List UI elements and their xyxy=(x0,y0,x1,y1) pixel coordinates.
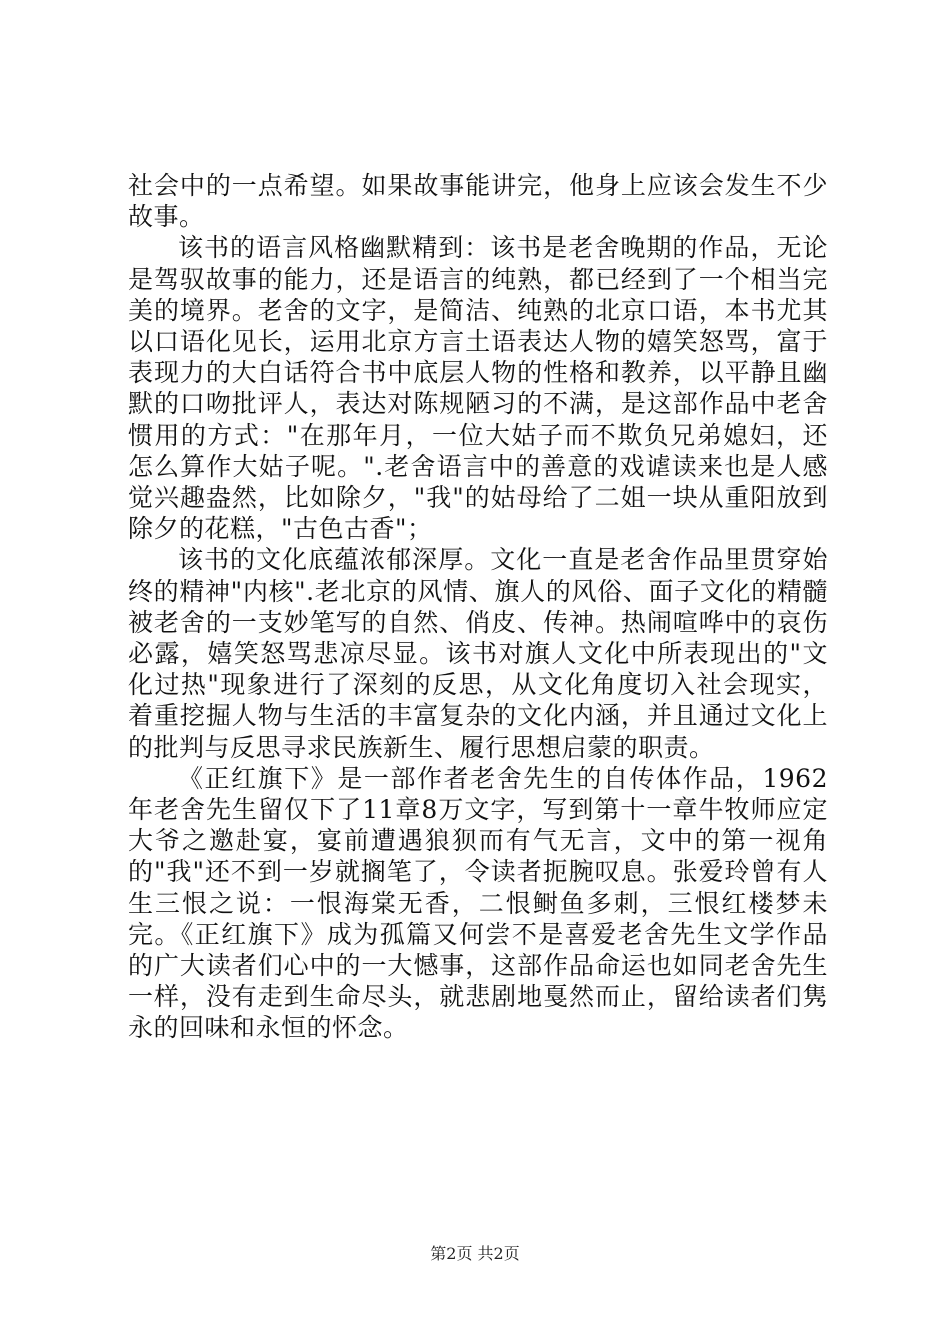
paragraph-1: 社会中的一点希望。如果故事能讲完，他身上应该会发生不少故事。 xyxy=(128,171,828,232)
paragraph-2: 该书的语言风格幽默精到：该书是老舍晚期的作品，无论是驾驭故事的能力，还是语言的纯熟，都已经到了一个相当完美的境界。老舍的文字，是简洁、纯熟的北京口语，本书尤其以口语化见长，运用北京方言土语表达人物的嬉笑怒骂，富于表现力的大白话符合书中底层人物的性格和教养，以平静且幽默的口吻批评人，表达对陈规陋习的不满，是这部作品中老舍惯用的方式："在那年月，一位大姑子而不欺负兄弟媳妇，还怎么算作大姑子呢。".老舍语言中的善意的戏谑读来也是人感觉兴趣盎然，比如除夕，"我"的姑母给了二姐一块从重阳放到除夕的花糕，"古色古香"； xyxy=(128,233,828,544)
page-footer: 第2页 共2页 xyxy=(430,1244,520,1263)
document-body xyxy=(128,170,828,1044)
paragraph-3: 该书的文化底蕴浓郁深厚。文化一直是老舍作品里贯穿始终的精神"内核".老北京的风情、旗人的风俗、面子文化的精髓被老舍的一支妙笔写的自然、俏皮、传神。热闹喧哗中的哀伤必露，嬉笑怒骂悲凉尽显。该书对旗人文化中所表现出的"文化过热"现象进行了深刻的反思，从文化角度切入社会现实，着重挖掘人物与生活的丰富复杂的文化内涵，并且通过文化上的批判与反思寻求民族新生、履行思想启蒙的职责。 xyxy=(128,545,828,762)
paragraph-4: 《正红旗下》是一部作者老舍先生的自传体作品，1962年老舍先生留仅下了11章8万文字，写到第十一章牛牧师应定大爷之邀赴宴，宴前遭遇狼狈而有气无言，文中的第一视角的"我"还不到一岁就搁笔了，令读者扼腕叹息。张爱玲曾有人生三恨之说：一恨海棠无香，二恨鲥鱼多刺，三恨红楼梦未完。《正红旗下》成为孤篇又何尝不是喜爱老舍先生文学作品的广大读者们心中的一大憾事，这部作品命运也如同老舍先生一样，没有走到生命尽头，就悲剧地戛然而止，留给读者们隽永的回味和永恒的怀念。 xyxy=(128,763,828,1043)
